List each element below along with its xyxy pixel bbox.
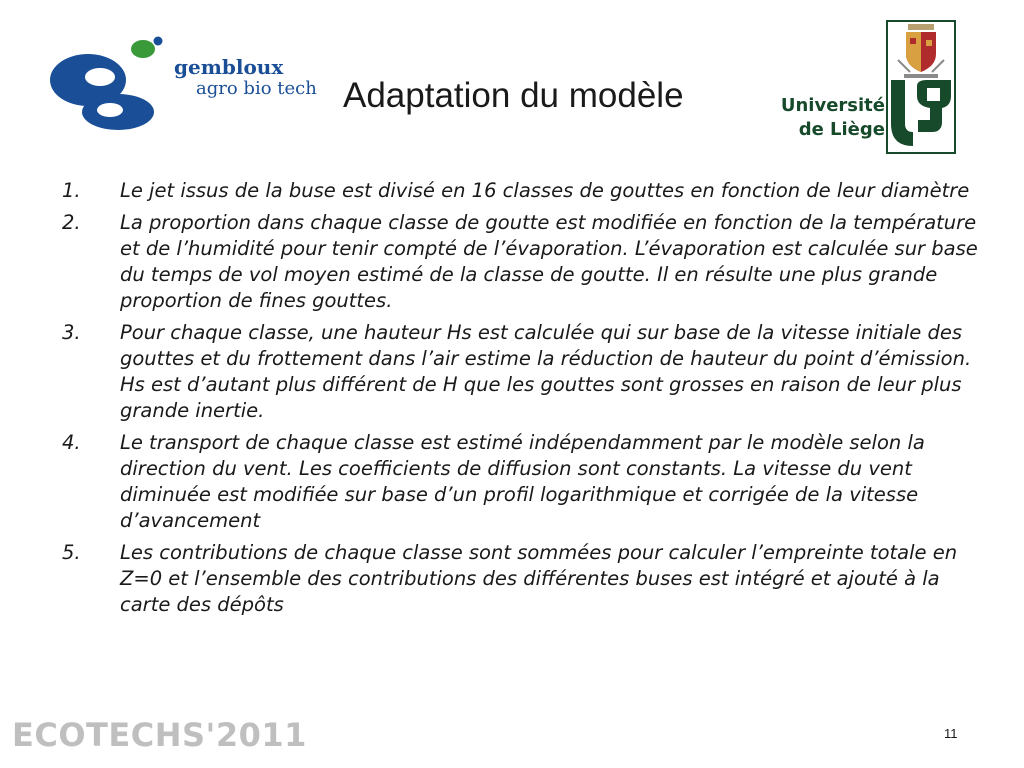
slide-title: Adaptation du modèle [343,76,684,115]
list-item-text: Pour chaque classe, une hauteur Hs est calculée qui sur base de la vitesse initiale des gouttes et du frottement dans l’air estime la réduction de hauteur du point d’émission. Hs est d’autant plus différent de H que les gouttes sont grosses en raison de leur plus grande inertie. [120,321,972,422]
content-list [62,178,982,624]
list-item [62,540,982,618]
list-item [62,210,982,314]
gembloux-logo-mark [48,34,168,134]
footer-brand: ECOTECHS'2011 [12,716,307,754]
gembloux-logo-line2: agro bio tech [196,78,317,99]
list-item [62,178,982,204]
page-number: 11 [944,726,958,741]
list-item-text: Les contributions de chaque classe sont sommées pour calculer l’empreinte totale en Z=0 et l’ensemble des contributions des différentes buses est intégré et ajouté à la carte des dépôts [120,541,958,616]
list-item-number: 2. [62,211,81,234]
ulg-logo-line2: de Liège [798,119,885,140]
list-item-text: Le jet issus de la buse est divisé en 16 classes de gouttes en fonction de leur diamètre [120,179,970,202]
list-item-number: 3. [62,321,81,344]
list-item-text: Le transport de chaque classe est estimé indépendamment par le modèle selon la direction du vent. Les coefficients de diffusion sont constants. La vitesse du vent diminuée est modifiée sur base d’un profil logarithmique et corrigée de la vitesse d’avancement [120,431,925,532]
list-item-number: 1. [62,179,81,202]
ulg-emblem [886,20,956,156]
gembloux-logo [48,34,338,134]
list-item [62,430,982,534]
ulg-logo-text [781,94,885,142]
ulg-logo-line1: Université [780,95,885,116]
list-item-number: 5. [62,541,81,564]
list-item [62,320,982,424]
list-item-number: 4. [62,431,81,454]
gembloux-logo-line1: gembloux [174,55,284,79]
ulg-logo [773,20,963,156]
list-item-text: La proportion dans chaque classe de goutte est modifiée en fonction de la température et de l’humidité pour tenir compté de l’évaporation. L’évaporation est calculée sur base du temps de vol moyen estimé de la classe de goutte. Il en résulte une plus grande proportion de fines gouttes. [120,211,978,312]
